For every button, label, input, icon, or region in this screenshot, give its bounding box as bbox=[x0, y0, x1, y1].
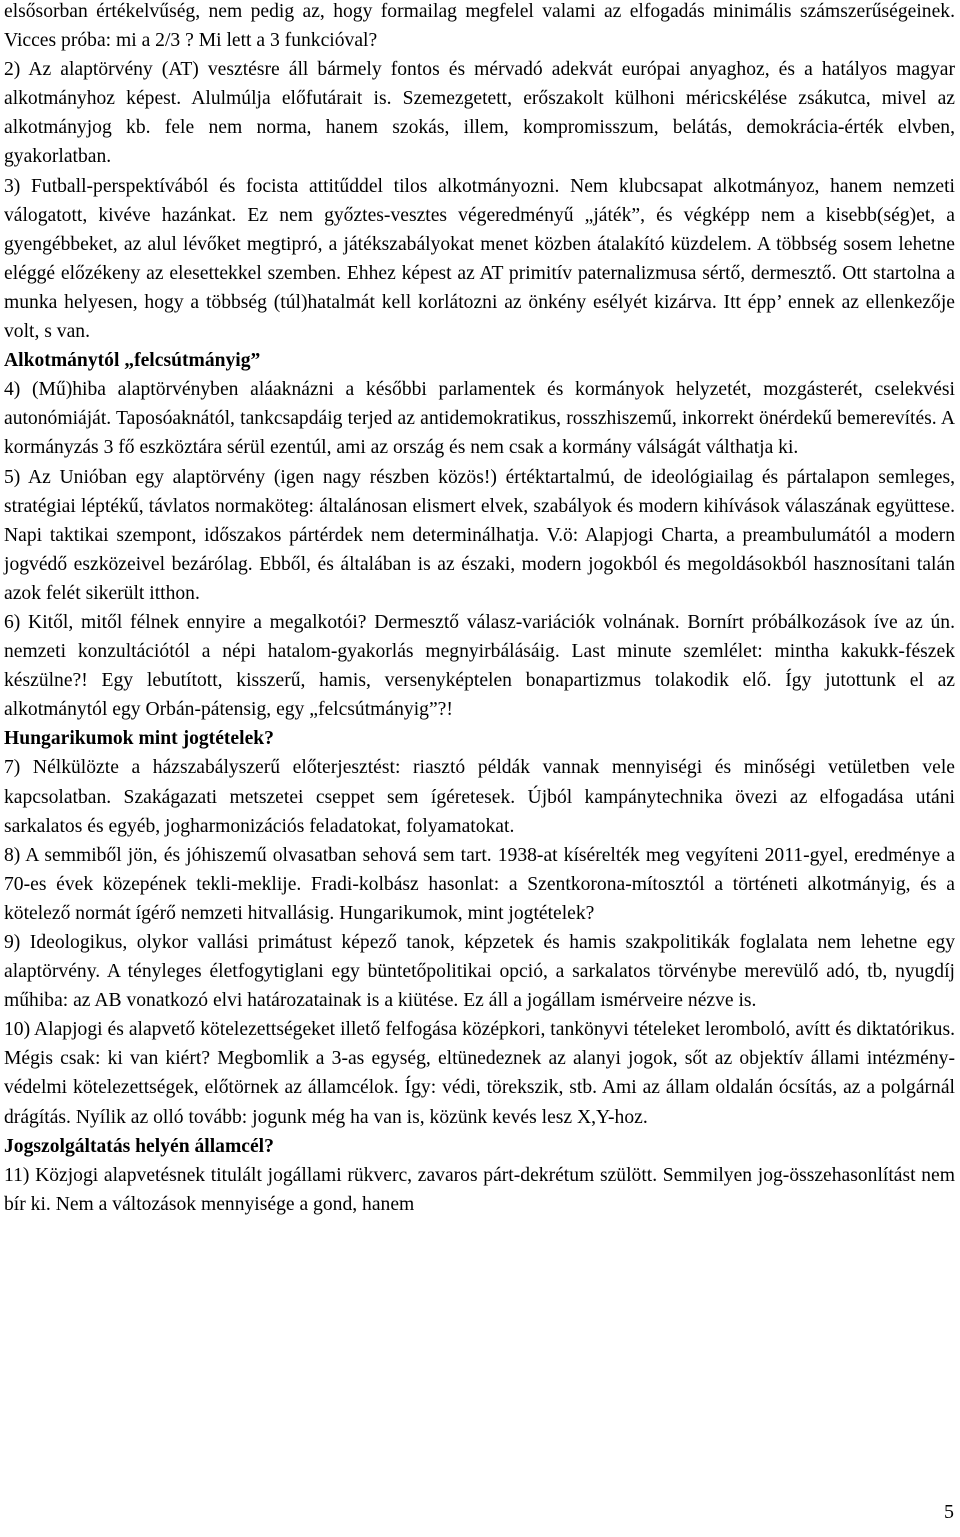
section-heading-felcsutmany: Alkotmánytól „felcsútmányig” bbox=[4, 350, 261, 372]
paragraph-3: 3) Futball-perspektívából és focista attitűddel tilos alkotmányozni. Nem klubcsapat alkotmányoz, hanem nemzeti válogatott, kivéve hazánkat. Ez nem győztes-vesztes végeredményű „játék”, és végképp nem a kisebb(ség)et, a gyengébbeket, az alul lévőket megtipró, a játékszabályokat menet közben átalakító küzdelem. A többség sosem lehetne eléggé előzékeny az elesettekkel szemben. Ehhez képest az AT primitív paternalizmusa sértő, dermesztő. Ott startolna a munka helyesen, hogy a többség (túl)hatalmát kell korlátozni az önkény esélyét kizárva. Itt épp’ ennek az ellenkezője volt, s van. bbox=[4, 175, 955, 343]
paragraph-7: 7) Nélkülözte a házszabályszerű előterjesztést: riasztó példák vannak mennyiségi és minőségi vetületben vele kapcsolatban. Szakágazati metszetei cseppet sem ígéretesek. Újból kampánytechnika övezi az elfogadása utáni sarkalatos és egyéb, jogharmonizációs feladatokat, folyamatokat. bbox=[4, 757, 955, 837]
section-heading-jogszolgaltatas: Jogszolgáltatás helyén államcél? bbox=[4, 1135, 274, 1157]
paragraph-5: 5) Az Unióban egy alaptörvény (igen nagy részben közös!) értéktartalmú, de ideológiailag és pártalapon semleges, stratégiai léptékű, távlatos normaköteg: általánosan elismert elvek, szabályok és modern kihívások válaszának együttese. Napi taktikai szempont, időszakos pártérdek nem determinálhatja. V.ö: Alapjogi Charta, a preambulumától a modern jogvédő eszközeivel bezárólag. Ebből, és általában is az északi, modern jogokból és megoldásokból hasznosítani talán azok felét sikerült itthon. bbox=[4, 466, 955, 604]
page-number: 5 bbox=[944, 1501, 954, 1523]
paragraph-9: 9) Ideologikus, olykor vallási primátust képező tanok, képzetek és hamis szakpolitikák foglalata nem lehetne egy alaptörvény. A tényleges életfogytiglani egy büntetőpolitikai opció, a sarkalatos törvénybe merevülő adó, tb, nyugdíj műhiba: az AB vonatkozó elvi határozatainak is a kiütése. Ez áll a jogállam ismérveire nézve is. bbox=[4, 932, 955, 1012]
paragraph-4: 4) (Mű)hiba alaptörvényben aláaknázni a későbbi parlamentek és kormányok helyzetét, mozgásterét, cselekvési autonómiáját. Taposóaknától, tankcsapdáig terjed az antidemokratikus, rosszhiszemű, inkorrekt önérdekű bemerevítés. A kormányzás 3 fő eszköztára sérül ezentúl, ami az ország és nem csak a kormány válságát válthatja ki. bbox=[4, 379, 955, 459]
paragraph-11: 11) Közjogi alapvetésnek titulált jogállami rükverc, zavaros párt-dekrétum szülött. Semmilyen jog-összehasonlítást nem bír ki. Nem a változások mennyisége a gond, hanem bbox=[4, 1164, 955, 1215]
paragraph-8: 8) A semmiből jön, és jóhiszemű olvasatban sehová sem tart. 1938-at kísérelték meg vegyíteni 2011-gyel, eredménye a 70-es évek közepének tekli-meklije. Fradi-kolbász hasonlat: a Szentkorona-mítosztól a történeti alkotmányig, és a kötelező normát ígérő nemzeti hitvallásig. Hungarikumok, mint jogtételek? bbox=[4, 844, 955, 924]
document-page bbox=[4, 0, 955, 1219]
paragraph-10: 10) Alapjogi és alapvető kötelezettségeket illető felfogása középkori, tankönyvi tételeket leromboló, avítt és diktatórikus. Mégis csak: ki van kiért? Megbomlik a 3-as egység, eltünedeznek az alanyi jogok, sőt az objektív állami intézmény-védelmi kötelezettségek, előtörnek az államcélok. Így: védi, törekszik, stb. Ami az állam oldalán ócsítás, az a polgárnál drágítás. Nyílik az olló tovább: jogunk még ha van is, közünk kevés lesz X,Y-hoz. bbox=[4, 1019, 955, 1128]
paragraph-intro: elsősorban értékelvűség, nem pedig az, hogy formailag megfelel valami az elfogadás minimális számszerűségeinek. Vicces próba: mi a 2/3 ? Mi lett a 3 funkcióval? bbox=[4, 1, 955, 52]
paragraph-2: 2) Az alaptörvény (AT) vesztésre áll bármely fontos és mérvadó adekvát európai anyaghoz, és a hatályos magyar alkotmányhoz képest. Alulmúlja előfutárait is. Szemezgetett, erőszakolt külhoni méricskélése zsákutca, mivel az alkotmányjog kb. fele nem norma, hanem szokás, illem, kompromisszum, belátás, demokrácia-érték elvben, gyakorlatban. bbox=[4, 59, 955, 168]
paragraph-6: 6) Kitől, mitől félnek ennyire a megalkotói? Dermesztő válasz-variációk volnának. Bornírt próbálkozások íve az ún. nemzeti konzultációtól a népi hatalom-gyakorlás megnyirbálásáig. Last minute szemlélet: mintha kakukk-fészek készülne?! Egy lebutított, kisszerű, hamis, versenyképtelen bonapartizmus tolakodik elő. Így jutottunk el az alkotmánytól egy Orbán-pátensig, egy „felcsútmányig”?! bbox=[4, 611, 955, 721]
section-heading-hungarikumok: Hungarikumok mint jogtételek? bbox=[4, 728, 274, 750]
